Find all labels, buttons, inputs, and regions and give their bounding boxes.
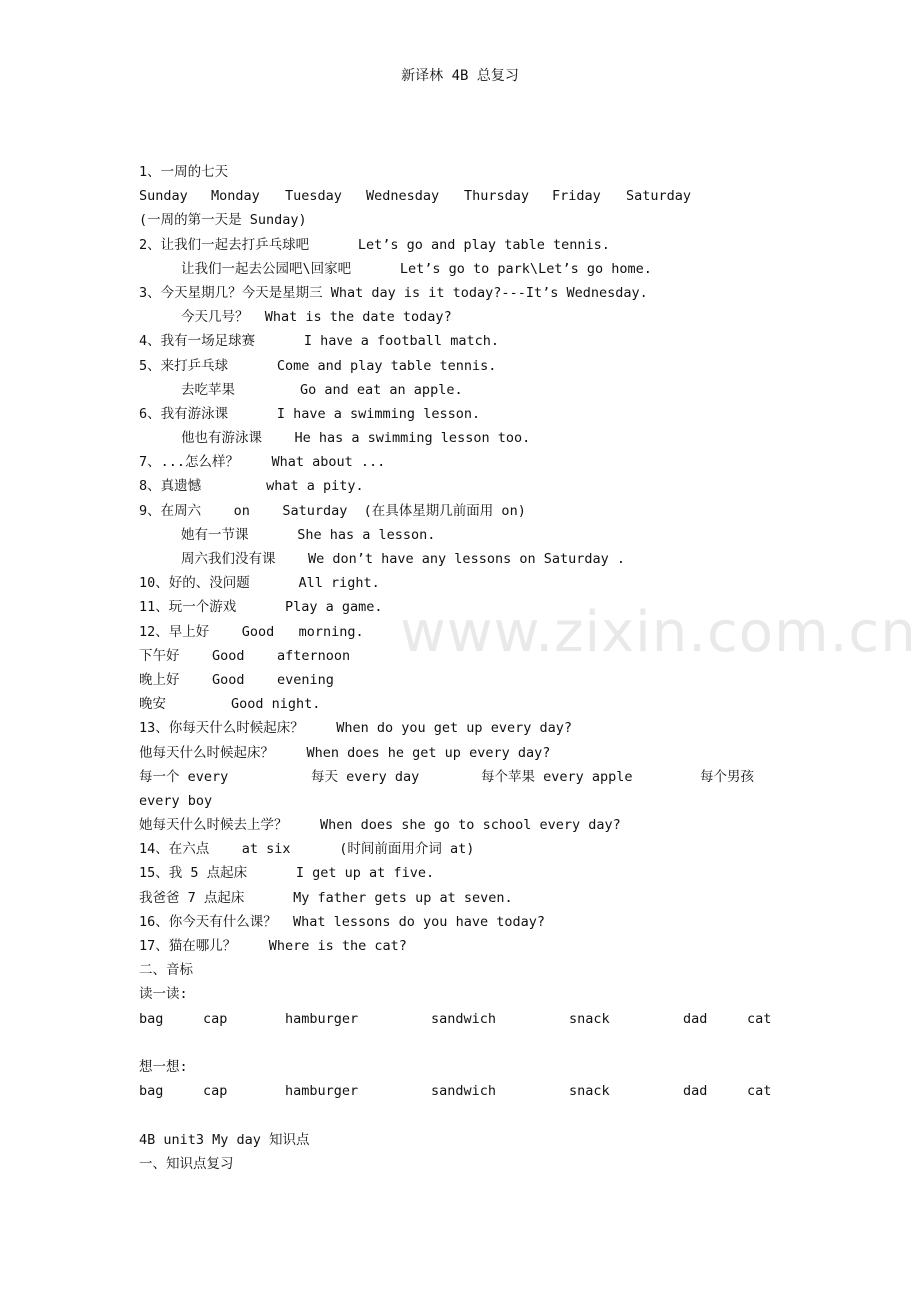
text-line: 15、我 5 点起床 I get up at five. [139, 865, 435, 882]
text-line: 13、你每天什么时候起床？ When do you get up every day? [139, 720, 572, 737]
text-line: 晚上好 Good evening [139, 671, 334, 688]
word-cap: cap [203, 1083, 228, 1100]
day-sunday: Sunday [139, 188, 188, 205]
word-dad: dad [683, 1010, 708, 1027]
day-wednesday: Wednesday [366, 188, 440, 205]
text-line: 她有一节课 She has a lesson. [181, 526, 436, 543]
unit-heading: 4B unit3 My day 知识点 [139, 1131, 310, 1148]
word-bag: bag [139, 1083, 164, 1100]
day-saturday: Saturday [626, 188, 692, 205]
word-bag: bag [139, 1010, 164, 1027]
every-part: 每个苹果 every apple [481, 768, 633, 785]
word-hamburger: hamburger [285, 1010, 359, 1027]
text-line: 今天几号？ What is the date today? [181, 309, 452, 326]
text-line: 想一想: [139, 1058, 188, 1075]
text-line: 17、猫在哪儿？ Where is the cat? [139, 938, 407, 954]
word-sandwich: sandwich [431, 1010, 497, 1027]
word-dad: dad [683, 1083, 708, 1100]
day-tuesday: Tuesday [285, 188, 342, 205]
every-row [139, 765, 799, 789]
section-heading: 一、知识点复习 [139, 1155, 234, 1172]
every-part: 每天 every day [311, 768, 420, 785]
text-line: 他每天什么时候起床？ When does he get up every day? [139, 744, 551, 761]
word-row-read [139, 1007, 799, 1031]
section-heading: 二、音标 [139, 962, 193, 979]
text-line: 11、玩一个游戏 Play a game. [139, 599, 383, 616]
text-line: 6、我有游泳课 I have a swimming lesson. [139, 405, 481, 422]
word-snack: snack [569, 1010, 610, 1027]
text-line: 14、在六点 at six (时间前面用介词 at) [139, 841, 475, 858]
document-body [139, 160, 799, 1176]
text-line: 他也有游泳课 He has a swimming lesson too. [181, 430, 531, 447]
text-line: 1、一周的七天 [139, 164, 229, 180]
text-line: 12、早上好 Good morning. [139, 623, 364, 640]
text-line: 3、今天星期几？今天是星期三 What day is it today?---It’s Wednesday. [139, 284, 648, 301]
spacer [139, 1031, 799, 1055]
text-line: 读一读: [139, 986, 188, 1003]
text-line: 7、...怎么样？ What about ... [139, 454, 386, 471]
day-friday: Friday [552, 188, 601, 205]
text-line: 9、在周六 on Saturday (在具体星期几前面用 on) [139, 502, 526, 519]
spacer [139, 1103, 799, 1127]
text-line: 2、让我们一起去打乒乓球吧 Let’s go and play table tennis. [139, 236, 610, 253]
word-cat: cat [747, 1010, 772, 1027]
page-title: 新译林 4B 总复习 [401, 68, 519, 84]
watermark: www.zixin.com.cn [400, 600, 917, 665]
text-line: 4、我有一场足球赛 I have a football match. [139, 333, 499, 350]
word-sandwich: sandwich [431, 1083, 497, 1100]
text-line: 8、真遗憾 what a pity. [139, 478, 364, 495]
word-row-think [139, 1079, 799, 1103]
text-line: 她每天什么时候去上学？ When does she go to school every day? [139, 817, 621, 834]
word-cap: cap [203, 1010, 228, 1027]
text-line: 下午好 Good afternoon [139, 647, 351, 664]
text-line: 晚安 Good night. [139, 696, 321, 713]
text-line: 10、好的、没问题 All right. [139, 575, 380, 592]
word-hamburger: hamburger [285, 1083, 359, 1100]
text-line: 去吃苹果 Go and eat an apple. [181, 381, 463, 398]
every-part: 每一个 every [139, 768, 229, 785]
text-line: 周六我们没有课 We don’t have any lessons on Saturday . [181, 551, 625, 567]
text-line: 让我们一起去公园吧\回家吧 Let’s go to park\Let’s go home. [181, 260, 652, 277]
every-part: 每个男孩 [700, 768, 754, 785]
word-cat: cat [747, 1083, 772, 1100]
day-monday: Monday [211, 188, 260, 205]
day-thursday: Thursday [464, 188, 530, 205]
text-line: 5、来打乒乓球 Come and play table tennis. [139, 357, 497, 374]
text-line: (一周的第一天是 Sunday) [139, 212, 307, 229]
text-line: 我爸爸 7 点起床 My father gets up at seven. [139, 889, 513, 906]
text-line: 16、你今天有什么课？ What lessons do you have today? [139, 913, 545, 930]
word-snack: snack [569, 1083, 610, 1100]
weekdays-row [139, 184, 799, 208]
text-line: every boy [139, 792, 213, 809]
